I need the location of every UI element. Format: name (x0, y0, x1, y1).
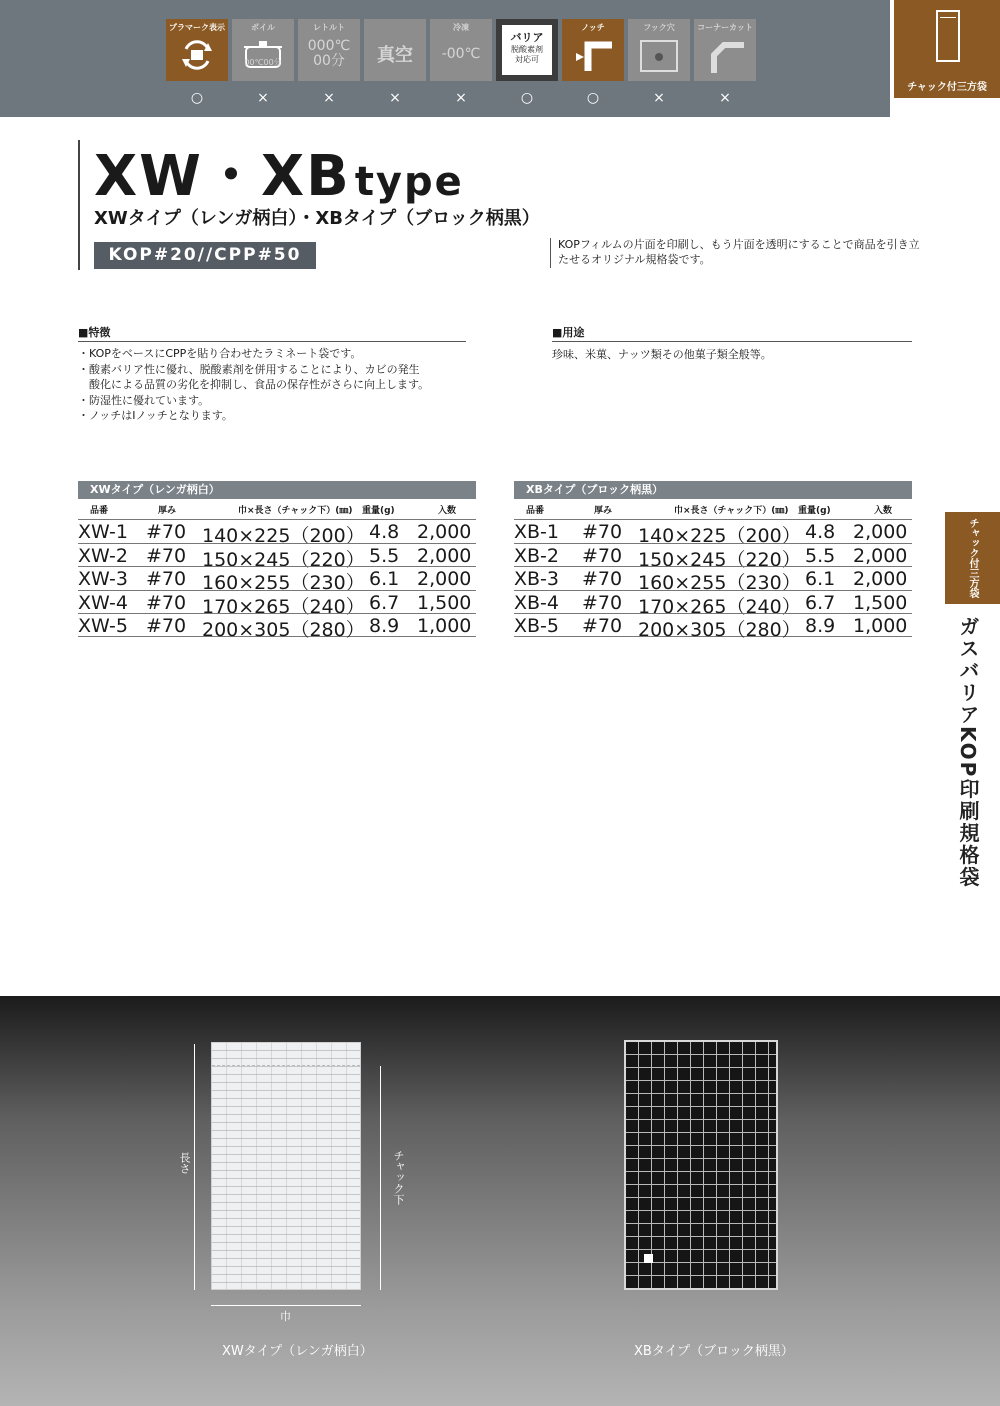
vacuum-icon: 真空 (364, 19, 426, 81)
corner-shape-icon (706, 37, 744, 73)
pla-mark-icon: プラマーク表示 (166, 19, 228, 81)
product-photo-area (0, 996, 1000, 1406)
mark-boil: × (257, 90, 269, 106)
caption-xb: XBタイプ（ブロック柄黒） (634, 1344, 794, 1359)
usage-heading: ■用途 (552, 326, 585, 339)
width-dimension-line (211, 1305, 361, 1306)
title-rule (78, 140, 80, 270)
zip-dimension-line (380, 1066, 381, 1290)
mark-notch: ○ (586, 90, 600, 106)
mark-corner: × (719, 90, 731, 106)
mark-barrier: ○ (520, 90, 534, 106)
boil-icon: ボイル 00℃00分 (232, 19, 294, 81)
length-dimension-line (194, 1044, 195, 1290)
feature-item: ・ノッチはIノッチとなります。 (78, 409, 233, 422)
feature-item: ・KOPをベースにCPPを貼り合わせたラミネート袋です。 (78, 347, 362, 360)
mark-hook: × (653, 90, 665, 106)
side-category-tab: チャック付三方袋 (945, 512, 1000, 604)
table-row: XB-1 #70 140×225（200） 4.8 2,000 (514, 519, 912, 543)
features-list (78, 346, 478, 424)
mark-freeze: × (455, 90, 467, 106)
zip-label: チャック下 (392, 1150, 405, 1205)
features-rule (78, 341, 466, 342)
logo-mark (644, 1254, 653, 1263)
table-row: XW-5 #70 200×305（280） 8.9 1,000 (78, 613, 476, 637)
bag-xb-image (624, 1040, 778, 1290)
width-label: 巾 (280, 1310, 291, 1323)
table-row: XW-4 #70 170×265（240） 6.7 1,500 (78, 590, 476, 614)
side-title: ガスバリアKOP印刷規格袋 (956, 616, 980, 889)
retort-icon: レトルト 000℃ 00分 (298, 19, 360, 81)
caption-xw: XWタイプ（レンガ柄白） (222, 1344, 373, 1359)
page-title: XW・XB type (94, 144, 464, 209)
hook-hole-icon: フック穴 (628, 19, 690, 81)
table-row: XW-1 #70 140×225（200） 4.8 2,000 (78, 519, 476, 543)
table-header: 品番 厚み 巾×長さ（チャック下）(㎜) 重量(g) 入数 (526, 506, 893, 516)
spec-table-xb (514, 481, 912, 642)
description: KOPフィルムの片面を印刷し、もう片面を透明にすることで商品を引き立たせるオリジナル規格袋です。 (558, 238, 920, 266)
spec-table-xw (78, 481, 476, 642)
barrier-icon: バリア 脱酸素剤 対応可 (496, 19, 558, 81)
table-title: XBタイプ（ブロック柄黒） (514, 481, 912, 499)
hole-icon (640, 37, 678, 73)
mark-vacuum: × (389, 90, 401, 106)
table-row: XB-2 #70 150×245（220） 5.5 2,000 (514, 543, 912, 567)
usage-rule (552, 341, 912, 342)
length-label: 長さ (178, 1152, 191, 1174)
table-row: XW-2 #70 150×245（220） 5.5 2,000 (78, 543, 476, 567)
material-spec-badge: KOP#20//CPP#50 (94, 242, 316, 269)
notch-shape-icon (574, 37, 612, 73)
corner-cut-icon: コーナーカット (694, 19, 756, 81)
table-title: XWタイプ（レンガ柄白） (78, 481, 476, 499)
feature-item: 酸化による品質の劣化を抑制し、食品の保存性がさらに向上します。 (78, 378, 430, 391)
zipper-bag-icon (936, 10, 960, 62)
bag-xw-image (211, 1042, 361, 1290)
feature-item: ・防湿性に優れています。 (78, 393, 210, 407)
description-rule (550, 238, 551, 268)
table-row: XB-5 #70 200×305（280） 8.9 1,000 (514, 613, 912, 637)
mark-retort: × (323, 90, 335, 106)
recycle-pla-icon (178, 37, 216, 73)
category-tag: チャック付三方袋 (890, 0, 1000, 110)
table-header: 品番 厚み 巾×長さ（チャック下）(㎜) 重量(g) 入数 (90, 506, 457, 516)
table-row: XB-4 #70 170×265（240） 6.7 1,500 (514, 590, 912, 614)
freeze-icon: 冷凍 -00℃ (430, 19, 492, 81)
mark-pla: ○ (190, 90, 204, 106)
table-row: XW-3 #70 160×255（230） 6.1 2,000 (78, 566, 476, 590)
notch-icon: ノッチ (562, 19, 624, 81)
features-heading: ■特徴 (78, 326, 111, 339)
feature-item: ・酸素バリア性に優れ、脱酸素剤を併用することにより、カビの発生 (78, 362, 420, 376)
usage-text: 珍味、米菓、ナッツ類その他菓子類全般等。 (552, 348, 772, 361)
page-subtitle: XWタイプ（レンガ柄白）・XBタイプ（ブロック柄黒） (94, 208, 540, 229)
table-row: XB-3 #70 160×255（230） 6.1 2,000 (514, 566, 912, 590)
